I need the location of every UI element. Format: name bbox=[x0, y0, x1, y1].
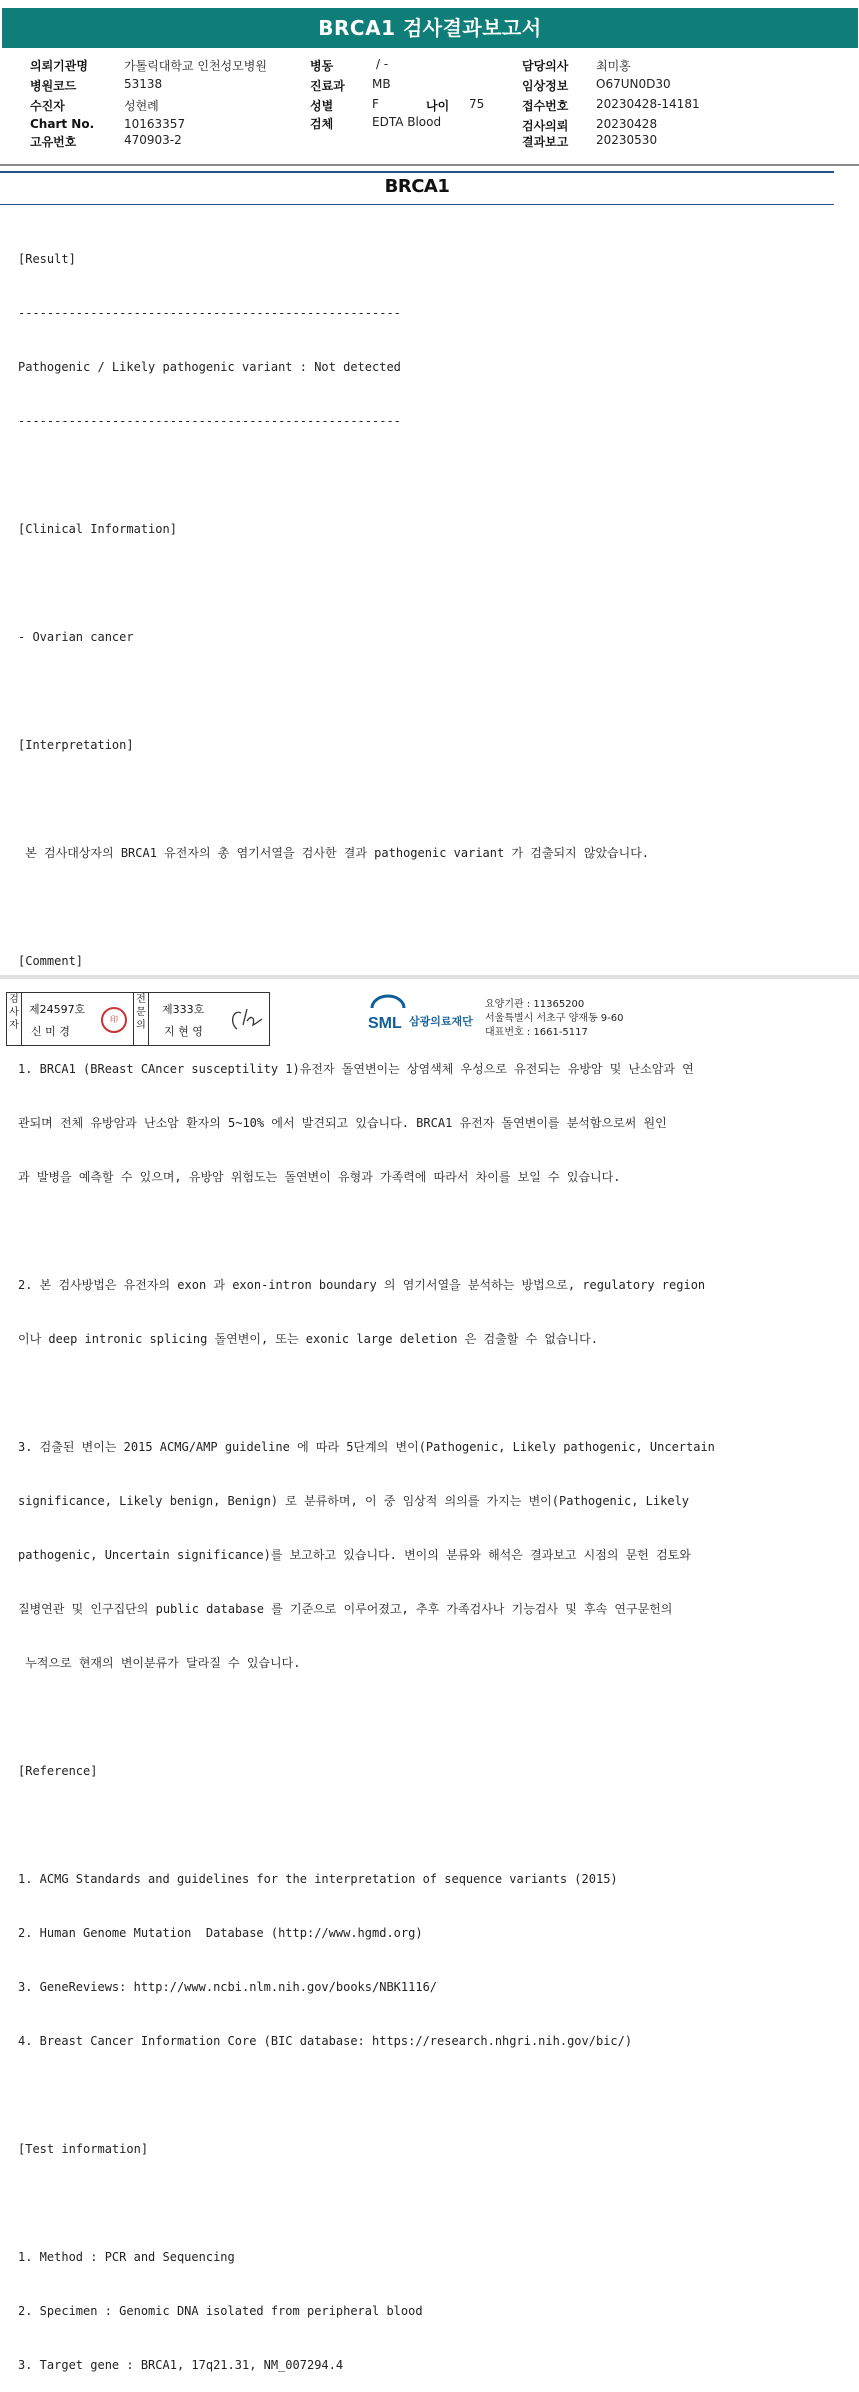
reference-2: 2. Human Genome Mutation Database (http://www.hgmd.org) bbox=[18, 1926, 423, 1940]
examiner-license: 제24597호 bbox=[29, 1003, 86, 1016]
comment-3-line-5: 누적으로 현재의 변이분류가 달라질 수 있습니다. bbox=[18, 1656, 301, 1670]
reference-heading: [Reference] bbox=[18, 1764, 98, 1778]
value-report-date: 20230530 bbox=[596, 133, 658, 147]
clinical-item: - Ovarian cancer bbox=[18, 630, 134, 644]
test-info-3: 3. Target gene : BRCA1, 17q21.31, NM_007294.4 bbox=[18, 2358, 344, 2372]
signature-icon bbox=[227, 1003, 265, 1035]
test-info-heading: [Test information] bbox=[18, 2142, 149, 2156]
label-chart-no: Chart No. bbox=[30, 117, 95, 131]
result-line: Pathogenic / Likely pathogenic variant : Not detected bbox=[18, 360, 401, 374]
label-sex: 성별 bbox=[310, 99, 334, 113]
interpretation-text: 본 검사대상자의 BRCA1 유전자의 총 염기서열을 검사한 결과 pathogenic variant 가 검출되지 않았습니다. bbox=[18, 846, 650, 860]
label-unique-no: 고유번호 bbox=[30, 135, 77, 149]
value-unique-no: 470903-2 bbox=[124, 133, 182, 147]
comment-3-line-2: significance, Likely benign, Benign) 로 분류하며, 이 중 임상적 의의를 가지는 변이(Pathogenic, Likely bbox=[18, 1494, 690, 1508]
value-hospital-code: 53138 bbox=[124, 77, 163, 91]
comment-1-line-2: 관되며 전체 유방암과 난소암 환자의 5~10% 에서 발견되고 있습니다. BRCA1 유전자 돌연변이를 분석함으로써 원인 bbox=[18, 1116, 667, 1130]
label-department: 진료과 bbox=[310, 79, 345, 93]
value-sex: F bbox=[372, 97, 379, 111]
test-info-2: 2. Specimen : Genomic DNA isolated from peripheral blood bbox=[18, 2304, 423, 2318]
label-institution: 의뢰기관명 bbox=[30, 59, 88, 73]
value-institution: 가톨릭대학교 인천성모병원 bbox=[124, 59, 267, 73]
divider-bottom: ----------------------------------------------------- bbox=[18, 414, 401, 428]
org-name: 삼광의료재단 bbox=[409, 1015, 473, 1028]
label-hospital-code: 병원코드 bbox=[30, 79, 77, 93]
label-report-date: 결과보고 bbox=[522, 135, 569, 149]
report-title: BRCA1 검사결과보고서 bbox=[2, 8, 858, 48]
value-request-date: 20230428 bbox=[596, 117, 658, 131]
role-examiner: 검사자 bbox=[7, 993, 22, 1045]
role-specialist: 전문의 bbox=[134, 993, 149, 1045]
patient-info-block bbox=[0, 55, 859, 160]
header-band bbox=[0, 0, 859, 60]
value-chart-no: 10163357 bbox=[124, 117, 186, 131]
value-ward: / - bbox=[376, 57, 389, 71]
org-phone: 대표번호 : 1661-5117 bbox=[485, 1027, 588, 1038]
value-doctor: 최미홍 bbox=[596, 59, 631, 73]
section-rule-top bbox=[0, 171, 834, 173]
clinical-heading: [Clinical Information] bbox=[18, 522, 177, 536]
comment-heading: [Comment] bbox=[18, 954, 84, 968]
value-specimen: EDTA Blood bbox=[372, 115, 442, 129]
section-title: BRCA1 bbox=[384, 176, 450, 197]
comment-3-line-3: pathogenic, Uncertain significance)를 보고하고 있습니다. 변이의 분류와 해석은 결과보고 시점의 문헌 검토와 bbox=[18, 1548, 691, 1562]
org-contact bbox=[485, 998, 624, 1040]
comment-1-line-1: 1. BRCA1 (BReast CAncer susceptility 1)유전자 돌연변이는 상염색체 우성으로 유전되는 유방암 및 난소암과 연 bbox=[18, 1062, 694, 1076]
comment-1-line-3: 과 발병을 예측할 수 있으며, 유방암 위험도는 돌연변이 유형과 가족력에 따라서 차이를 보일 수 있습니다. bbox=[18, 1170, 621, 1184]
comment-2-line-2: 이나 deep intronic splicing 돌연변이, 또는 exonic large deletion 은 검출할 수 없습니다. bbox=[18, 1332, 598, 1346]
footer-separator bbox=[0, 975, 859, 979]
org-provider-code: 요양기관 : 11365200 bbox=[485, 999, 585, 1010]
section-rule-bottom bbox=[0, 204, 834, 205]
result-heading: [Result] bbox=[18, 252, 76, 266]
label-ward: 병동 bbox=[310, 59, 334, 73]
label-patient: 수진자 bbox=[30, 99, 65, 113]
sml-logo-icon bbox=[366, 998, 410, 1034]
label-age: 나이 bbox=[426, 99, 450, 113]
value-clinical-info: O67UN0D30 bbox=[596, 77, 671, 91]
value-receipt-no: 20230428-14181 bbox=[596, 97, 700, 111]
divider-top: ----------------------------------------------------- bbox=[18, 306, 401, 320]
interpretation-heading: [Interpretation] bbox=[18, 738, 134, 752]
value-patient: 성현례 bbox=[124, 99, 159, 113]
report-body bbox=[18, 214, 838, 2392]
specialist-license: 제333호 bbox=[162, 1003, 205, 1016]
signature-box bbox=[6, 992, 270, 1046]
label-request-date: 검사의뢰 bbox=[522, 119, 569, 133]
reference-3: 3. GeneReviews: http://www.ncbi.nlm.nih.gov/books/NBK1116/ bbox=[18, 1980, 438, 1994]
label-doctor: 담당의사 bbox=[522, 59, 569, 73]
header-separator bbox=[0, 164, 859, 166]
label-specimen: 검체 bbox=[310, 117, 334, 131]
comment-3-line-4: 질병연관 및 인구집단의 public database 를 기준으로 이루어졌고, 추후 가족검사나 기능검사 및 후속 연구문헌의 bbox=[18, 1602, 673, 1616]
examiner-name: 신 미 경 bbox=[31, 1025, 70, 1038]
specialist-name: 지 현 영 bbox=[164, 1025, 203, 1038]
reference-1: 1. ACMG Standards and guidelines for the interpretation of sequence variants (2015) bbox=[18, 1872, 618, 1886]
comment-3-line-1: 3. 검출된 변이는 2015 ACMG/AMP guideline 에 따라 5단계의 변이(Pathogenic, Likely pathogenic, Uncertain bbox=[18, 1440, 715, 1454]
label-receipt-no: 접수번호 bbox=[522, 99, 569, 113]
label-clinical-info: 임상정보 bbox=[522, 79, 569, 93]
org-address: 서울특별시 서초구 양재동 9-60 bbox=[485, 1013, 624, 1024]
test-info-1: 1. Method : PCR and Sequencing bbox=[18, 2250, 235, 2264]
value-age: 75 bbox=[469, 97, 485, 111]
reference-4: 4. Breast Cancer Information Core (BIC database: https://research.nhgri.nih.gov/bic/) bbox=[18, 2034, 633, 2048]
sml-logo-text: SML bbox=[368, 1015, 402, 1032]
comment-2-line-1: 2. 본 검사방법은 유전자의 exon 과 exon-intron boundary 의 염기서열을 분석하는 방법으로, regulatory region bbox=[18, 1278, 706, 1292]
seal-stamp-icon: 印 bbox=[101, 1007, 127, 1033]
value-department: MB bbox=[372, 77, 391, 91]
